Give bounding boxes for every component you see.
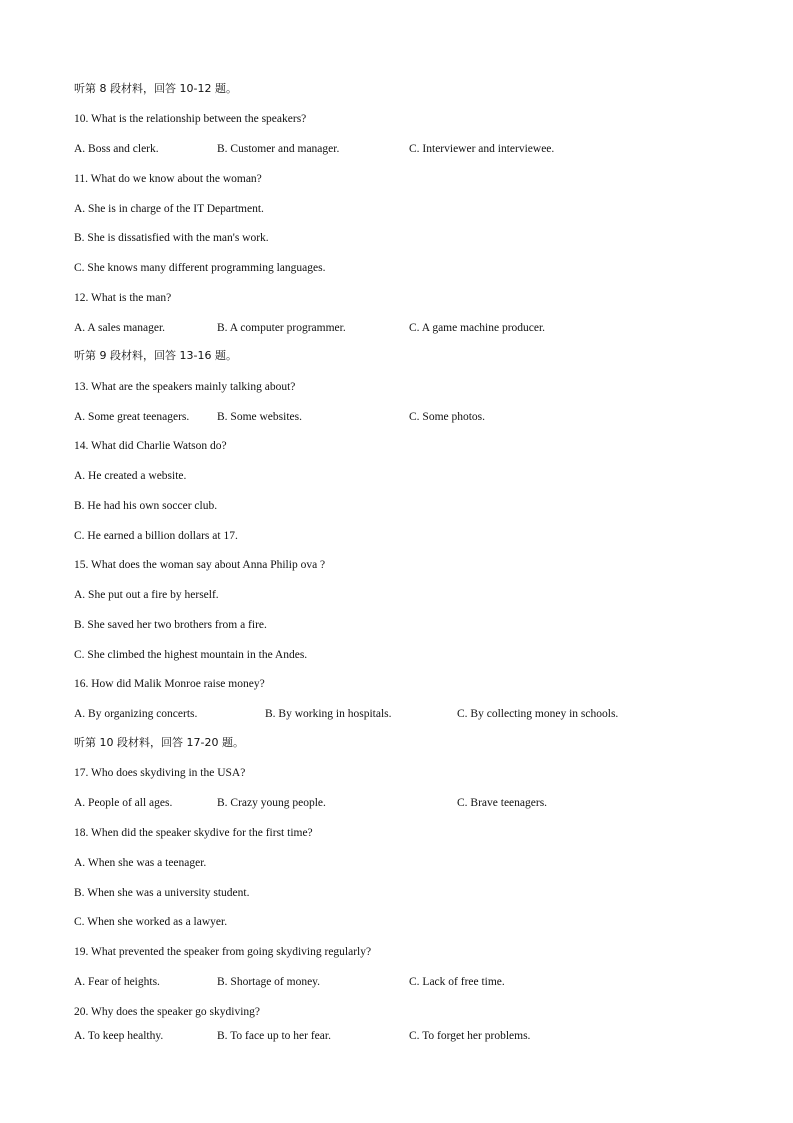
question-16: 16. How did Malik Monroe raise money? [74, 678, 265, 690]
option-14-a: A. He created a website. [74, 470, 187, 482]
option-13-a: A. Some great teenagers. [74, 411, 190, 423]
option-15-c: C. She climbed the highest mountain in the Andes. [74, 649, 308, 661]
option-16-c: C. By collecting money in schools. [457, 708, 619, 720]
option-17-a: A. People of all ages. [74, 797, 173, 809]
option-16-a: A. By organizing concerts. [74, 708, 198, 720]
option-10-a: A. Boss and clerk. [74, 143, 159, 155]
option-12-b: B. A computer programmer. [217, 322, 346, 334]
option-18-c: C. When she worked as a lawyer. [74, 916, 228, 928]
option-18-a: A. When she was a teenager. [74, 857, 207, 869]
option-11-a: A. She is in charge of the IT Department. [74, 203, 264, 215]
option-16-b: B. By working in hospitals. [265, 708, 392, 720]
option-10-c: C. Interviewer and interviewee. [409, 143, 555, 155]
section-heading-9: 听第 9 段材料，回答 13-16 题。 [74, 349, 237, 362]
section-heading-8: 听第 8 段材料，回答 10-12 题。 [74, 82, 237, 95]
option-18-b: B. When she was a university student. [74, 887, 250, 899]
question-11: 11. What do we know about the woman? [74, 173, 262, 185]
question-18: 18. When did the speaker skydive for the first time? [74, 827, 313, 839]
question-13: 13. What are the speakers mainly talking about? [74, 381, 296, 393]
option-19-b: B. Shortage of money. [217, 976, 321, 988]
option-19-c: C. Lack of free time. [409, 976, 505, 988]
option-19-a: A. Fear of heights. [74, 976, 160, 988]
option-14-b: B. He had his own soccer club. [74, 500, 218, 512]
option-15-b: B. She saved her two brothers from a fire. [74, 619, 267, 631]
option-13-b: B. Some websites. [217, 411, 302, 423]
option-17-c: C. Brave teenagers. [457, 797, 548, 809]
question-17: 17. Who does skydiving in the USA? [74, 767, 246, 779]
option-17-b: B. Crazy young people. [217, 797, 326, 809]
option-20-b: B. To face up to her fear. [217, 1030, 331, 1042]
option-20-c: C. To forget her problems. [409, 1030, 531, 1042]
option-15-a: A. She put out a fire by herself. [74, 589, 219, 601]
option-13-c: C. Some photos. [409, 411, 486, 423]
question-15: 15. What does the woman say about Anna Philip ova ? [74, 559, 326, 571]
option-11-b: B. She is dissatisfied with the man's work. [74, 232, 269, 244]
question-10: 10. What is the relationship between the speakers? [74, 113, 307, 125]
option-12-c: C. A game machine producer. [409, 322, 546, 334]
option-10-b: B. Customer and manager. [217, 143, 340, 155]
option-12-a: A. A sales manager. [74, 322, 166, 334]
section-heading-10: 听第 10 段材料，回答 17-20 题。 [74, 736, 244, 749]
question-14: 14. What did Charlie Watson do? [74, 440, 227, 452]
option-20-a: A. To keep healthy. [74, 1030, 164, 1042]
option-11-c: C. She knows many different programming languages. [74, 262, 326, 274]
question-19: 19. What prevented the speaker from going skydiving regularly? [74, 946, 372, 958]
option-14-c: C. He earned a billion dollars at 17. [74, 530, 238, 542]
question-12: 12. What is the man? [74, 292, 172, 304]
question-20: 20. Why does the speaker go skydiving? [74, 1006, 260, 1018]
